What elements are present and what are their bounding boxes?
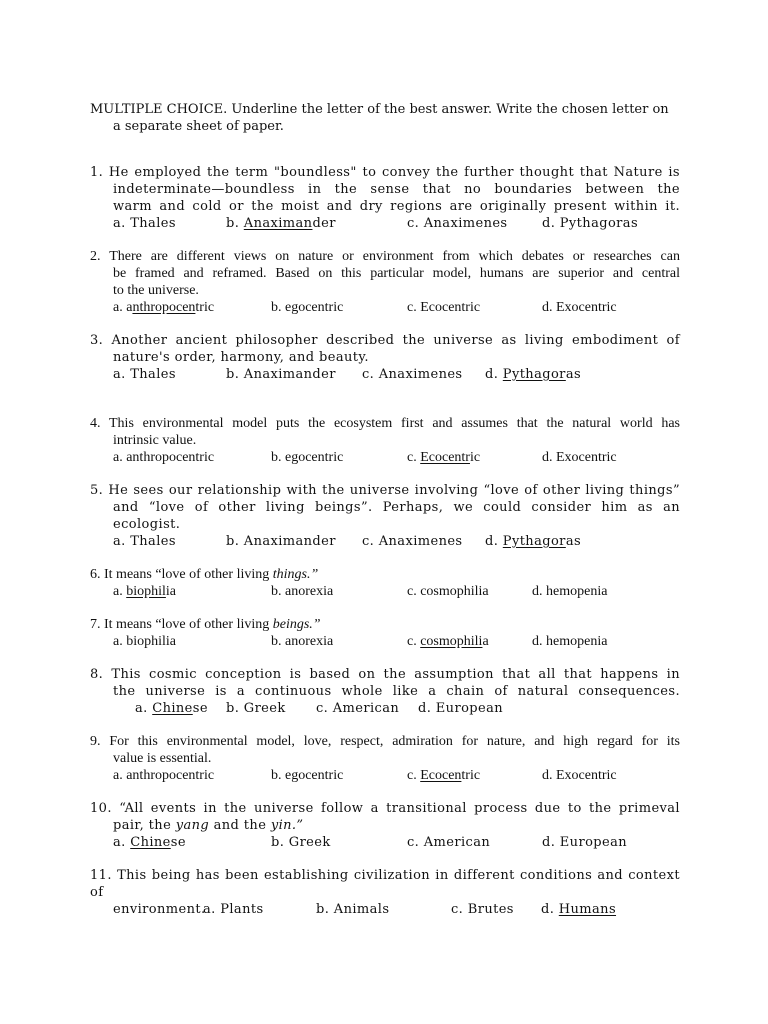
option-c[interactable]: c. Anaximenes: [362, 367, 463, 382]
question-stem: nature's order, harmony, and beauty.: [113, 350, 369, 365]
question-8: [90, 666, 680, 717]
question-stem: pair, the yang and the yin.”: [113, 818, 304, 833]
question-stem: 7. It means “love of other living beings.”: [90, 617, 321, 632]
option-a[interactable]: a. biophilia: [113, 634, 176, 649]
options: [90, 583, 680, 600]
options: [90, 299, 680, 316]
question-stem: ecologist.: [113, 517, 181, 532]
options: [90, 834, 680, 851]
underline-mark: cosmophili: [420, 634, 483, 649]
option-a[interactable]: a. biophilia: [113, 584, 176, 599]
question-stem: warm and cold or the moist and dry regions are originally present within it.: [113, 199, 680, 214]
option-d[interactable]: d. hemopenia: [532, 584, 608, 599]
question-stem: the universe is a continuous whole like a chain of natural consequences.: [113, 684, 680, 699]
option-c[interactable]: c. Anaximenes: [407, 216, 508, 231]
option-c[interactable]: c. cosmophilia: [407, 584, 489, 599]
option-b[interactable]: b. anorexia: [271, 584, 334, 599]
option-b[interactable]: b. Animals: [316, 902, 390, 917]
option-b[interactable]: b. egocentric: [271, 768, 344, 783]
underline-mark: Anaximan: [243, 216, 313, 231]
option-a[interactable]: a. Thales: [113, 367, 176, 382]
option-c[interactable]: c. American: [407, 835, 491, 850]
instructions-line-2: a separate sheet of paper.: [113, 119, 284, 134]
options: [90, 700, 680, 717]
option-a[interactable]: a. Chinese: [113, 835, 186, 850]
option-b[interactable]: b. anorexia: [271, 634, 334, 649]
option-d[interactable]: d. Pythagoras: [542, 216, 639, 231]
option-d[interactable]: d. European: [418, 701, 504, 716]
question-stem: and “love of other living beings”. Perhaps, we could consider him as an: [113, 500, 680, 515]
underline-mark: Humans: [558, 902, 617, 917]
option-d[interactable]: d. Exocentric: [542, 450, 617, 465]
option-c[interactable]: c. Anaximenes: [362, 534, 463, 549]
underline-mark: Pythagor: [502, 534, 566, 549]
question-stem: 11. This being has been establishing civilization in different conditions and context of: [90, 868, 680, 900]
underline-mark: nthropocen: [132, 300, 196, 315]
option-c[interactable]: c. Ecocentric: [407, 300, 481, 315]
options: [90, 767, 680, 784]
question-stem: intrinsic value.: [113, 433, 197, 448]
option-a[interactable]: a. anthropocentric: [113, 300, 215, 315]
underline-mark: Chine: [152, 701, 193, 716]
option-b[interactable]: b. Greek: [226, 701, 286, 716]
option-d[interactable]: d. hemopenia: [532, 634, 608, 649]
options: [90, 449, 680, 466]
question-5: [90, 482, 680, 550]
instructions-line-1: MULTIPLE CHOICE. Underline the letter of the best answer. Write the chosen letter on: [90, 102, 669, 117]
option-c[interactable]: c. cosmophilia: [407, 634, 489, 649]
option-d[interactable]: d. European: [542, 835, 628, 850]
question-11: [90, 867, 680, 918]
option-c[interactable]: c. Brutes: [451, 902, 514, 917]
question-stem: to the universe.: [113, 283, 199, 298]
option-a[interactable]: a. anthropocentric: [113, 768, 215, 783]
question-stem: 3. Another ancient philosopher described the universe as living embodiment of: [90, 333, 680, 348]
option-b[interactable]: b. Anaximander: [226, 534, 336, 549]
question-stem: be framed and reframed. Based on this particular model, humans are superior and central: [113, 266, 680, 281]
options: [90, 633, 680, 650]
option-b[interactable]: b. Anaximander: [226, 367, 336, 382]
question-stem-continued: environment.: [113, 902, 206, 917]
question-7: [90, 616, 680, 650]
question-3: [90, 332, 680, 383]
option-a[interactable]: a. Plants: [203, 902, 264, 917]
option-c[interactable]: c. Ecocentric: [407, 768, 481, 783]
instructions: [90, 101, 680, 135]
question-9: [90, 733, 680, 784]
question-stem: 2. There are different views on nature or environment from which debates or researches can: [90, 249, 680, 264]
options: [90, 533, 680, 550]
option-a[interactable]: a. Chinese: [135, 701, 208, 716]
option-d[interactable]: d. Pythagoras: [485, 534, 582, 549]
option-b[interactable]: b. Greek: [271, 835, 331, 850]
question-2: [90, 248, 680, 316]
option-a[interactable]: a. anthropocentric: [113, 450, 215, 465]
option-c[interactable]: c. American: [316, 701, 400, 716]
question-stem: value is essential.: [113, 751, 212, 766]
question-4: [90, 415, 680, 466]
question-stem: indeterminate—boundless in the sense that no boundaries between the: [113, 182, 680, 197]
option-d[interactable]: d. Exocentric: [542, 300, 617, 315]
option-d[interactable]: d. Pythagoras: [485, 367, 582, 382]
question-stem: 1. He employed the term "boundless" to convey the further thought that Nature is: [90, 165, 680, 180]
options: [90, 901, 680, 918]
underline-mark: biophil: [126, 584, 166, 599]
underline-mark: Chine: [130, 835, 171, 850]
question-stem: 10. “All events in the universe follow a transitional process due to the primeval: [90, 801, 680, 816]
question-stem: 8. This cosmic conception is based on the assumption that all that happens in: [90, 667, 680, 682]
question-stem: 4. This environmental model puts the ecosystem first and assumes that the natural world has: [90, 416, 680, 431]
option-b[interactable]: b. egocentric: [271, 450, 344, 465]
option-a[interactable]: a. Thales: [113, 534, 176, 549]
underline-mark: Pythagor: [502, 367, 566, 382]
question-stem: 5. He sees our relationship with the universe involving “love of other living things”: [90, 483, 680, 498]
option-a[interactable]: a. Thales: [113, 216, 176, 231]
options: [90, 366, 680, 383]
options: [90, 215, 680, 232]
option-c[interactable]: c. Ecocentric: [407, 450, 481, 465]
option-d[interactable]: d. Exocentric: [542, 768, 617, 783]
underline-mark: Ecocen: [420, 768, 462, 783]
question-1: [90, 164, 680, 232]
option-b[interactable]: b. Anaximander: [226, 216, 336, 231]
question-stem: 9. For this environmental model, love, respect, admiration for nature, and high regard for its: [90, 734, 680, 749]
worksheet: [90, 101, 680, 934]
option-d[interactable]: d. Humans: [541, 902, 617, 917]
question-stem: 6. It means “love of other living things.”: [90, 567, 319, 582]
question-6: [90, 566, 680, 600]
question-10: [90, 800, 680, 851]
option-b[interactable]: b. egocentric: [271, 300, 344, 315]
underline-mark: Ecocentr: [420, 450, 470, 465]
